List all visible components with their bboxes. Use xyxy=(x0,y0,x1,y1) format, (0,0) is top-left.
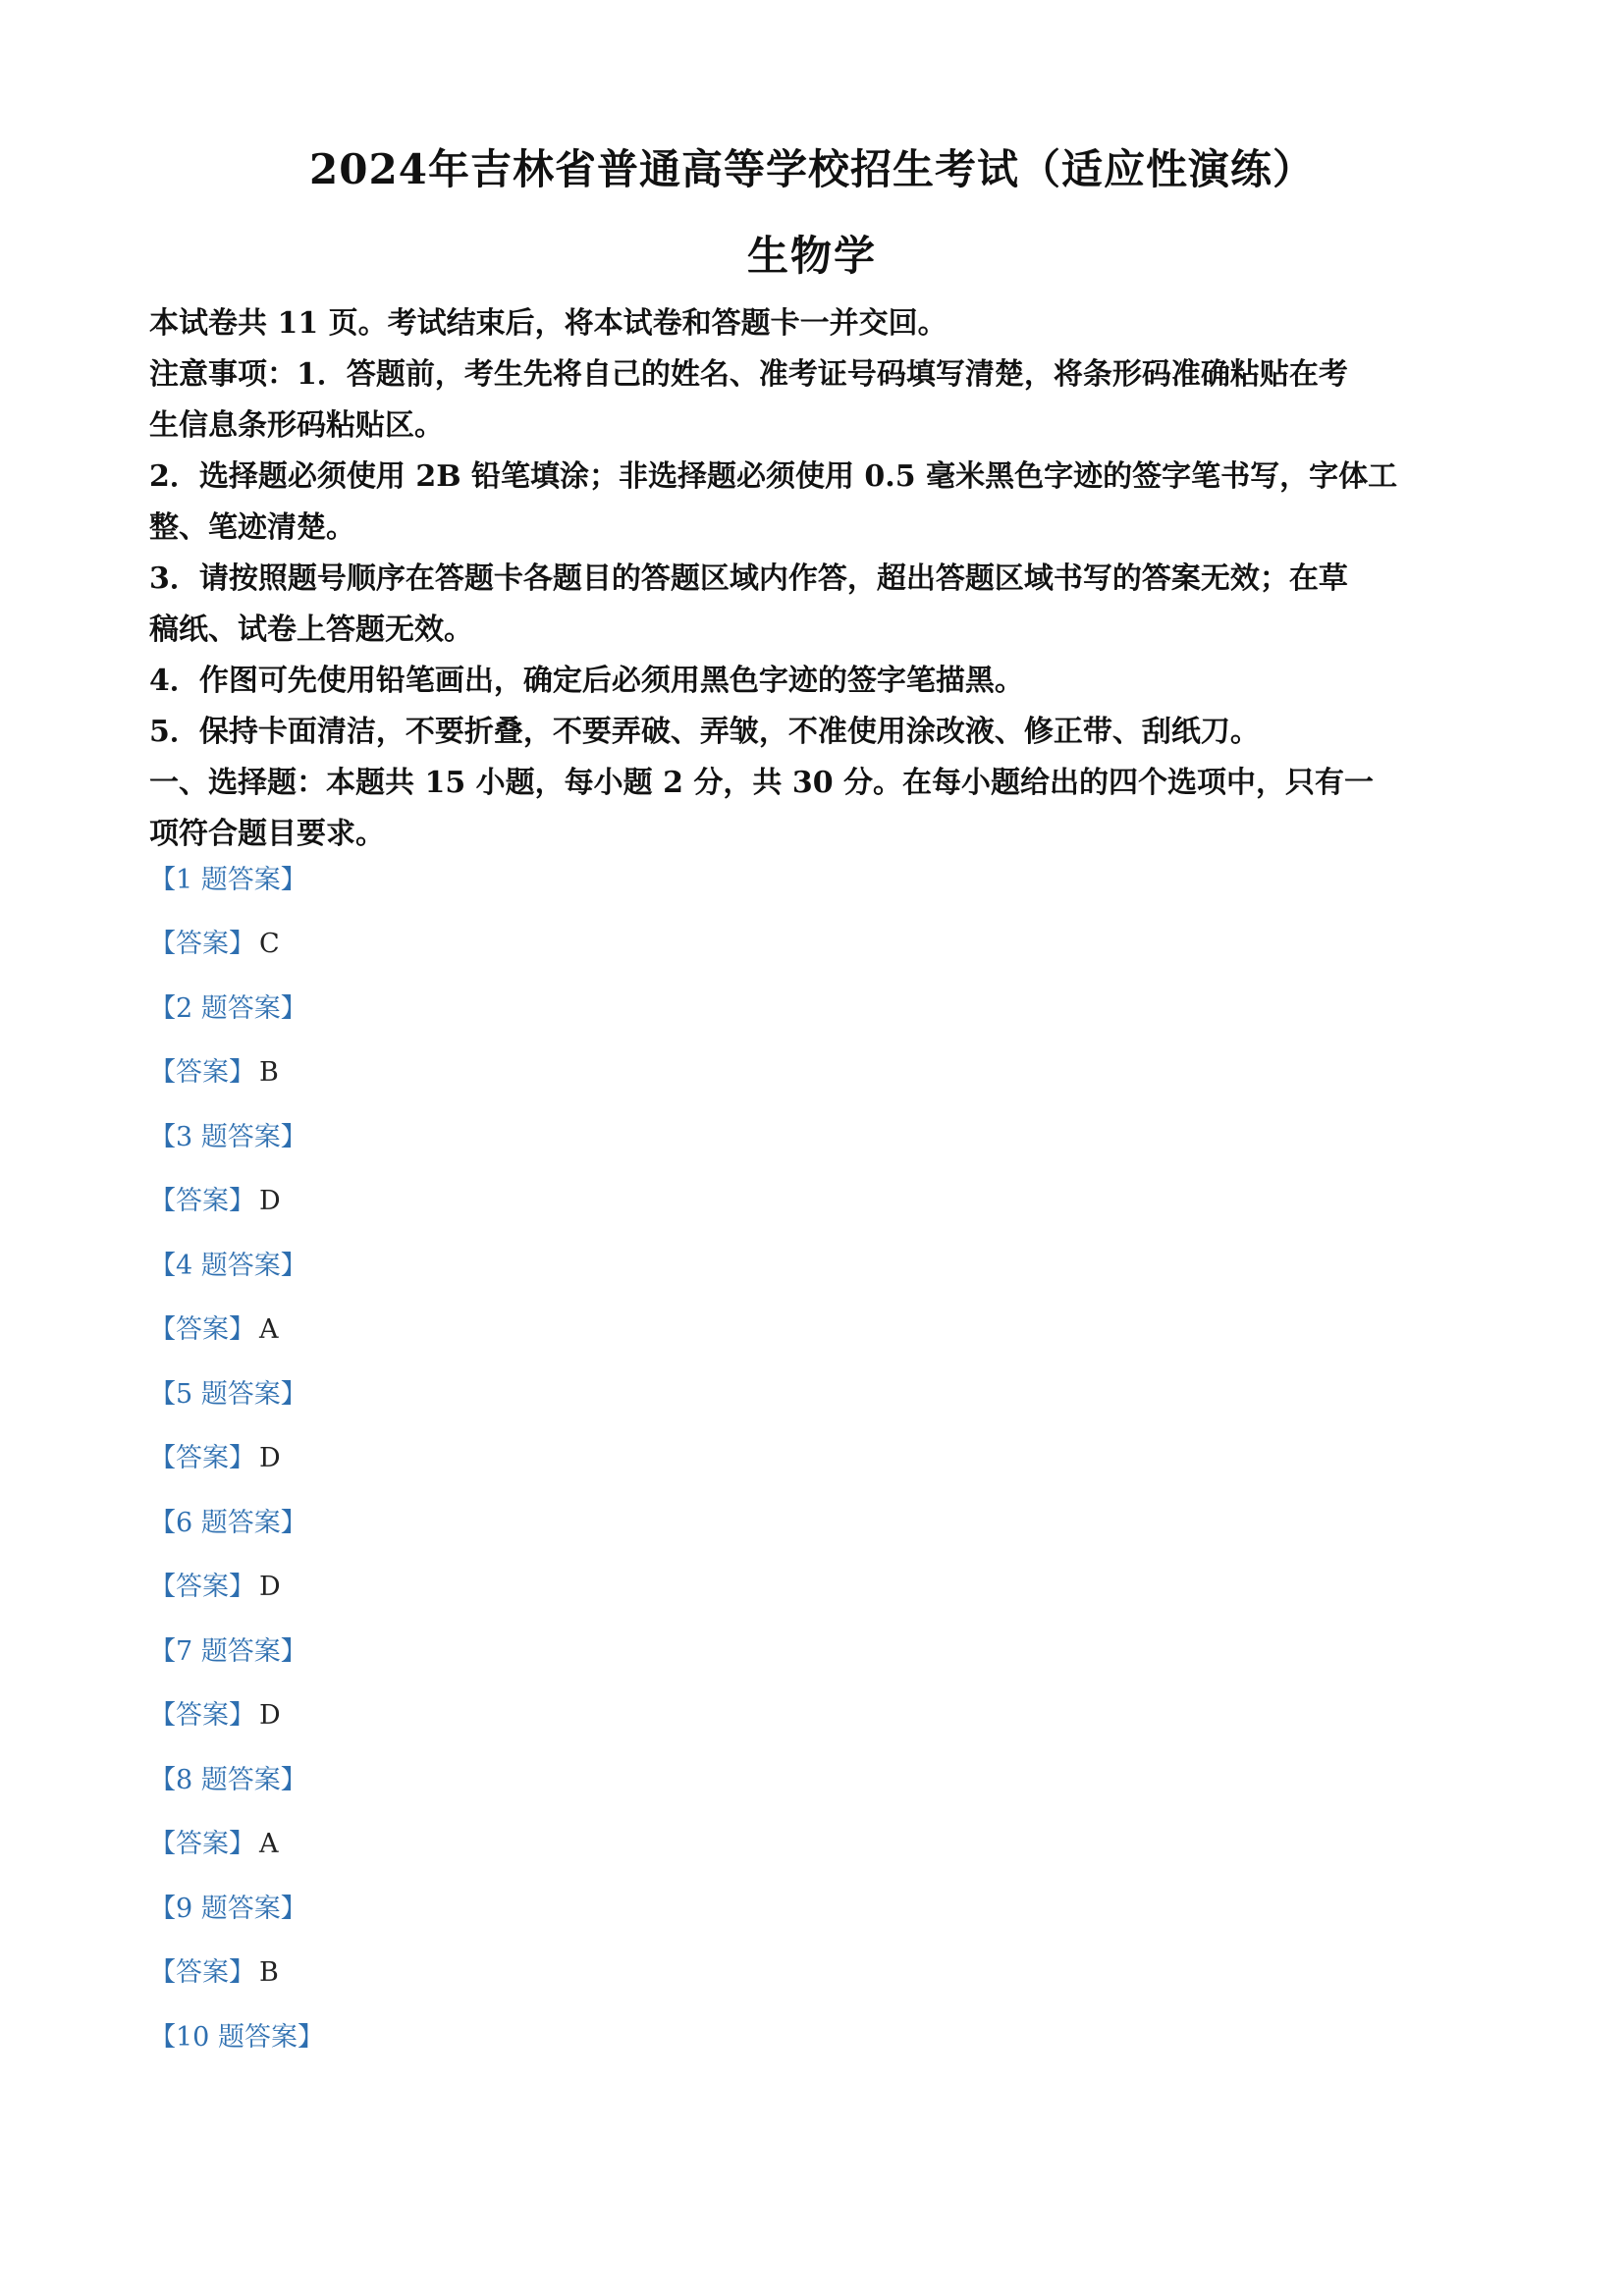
intro-line: 本试卷共 11 页。考试结束后，将本试卷和答题卡一并交回。 xyxy=(149,306,947,341)
answer-5-label: 【答案】 xyxy=(149,1443,255,1473)
note-3-line-b: 稿纸、试卷上答题无效。 xyxy=(149,613,473,647)
answer-1-label: 【答案】 xyxy=(149,929,255,959)
question-5-label: 【5 题答案】 xyxy=(149,1379,307,1410)
answer-2-value: B xyxy=(259,1057,279,1088)
question-3-label: 【3 题答案】 xyxy=(149,1122,307,1152)
note-2-line-a: 2．选择题必须使用 2B 铅笔填涂；非选择题必须使用 0.5 毫米黑色字迹的签字笔书写，字体工 xyxy=(149,459,1398,494)
answer-1-value: C xyxy=(259,929,280,959)
answer-8-value: A xyxy=(259,1829,279,1859)
note-1-line-a: 注意事项：1．答题前，考生先将自己的姓名、准考证号码填写清楚，将条形码准确粘贴在考 xyxy=(149,357,1348,392)
answer-2-label: 【答案】 xyxy=(149,1057,255,1088)
answer-6-label: 【答案】 xyxy=(149,1572,255,1602)
note-1-line-b: 生信息条形码粘贴区。 xyxy=(149,408,444,443)
question-4-label: 【4 题答案】 xyxy=(149,1251,307,1281)
answer-4-value: A xyxy=(259,1314,279,1345)
note-5-line: 5．保持卡面清洁，不要折叠，不要弄破、弄皱，不准使用涂改液、修正带、刮纸刀。 xyxy=(149,715,1260,749)
section-1-heading-b: 项符合题目要求。 xyxy=(149,817,385,851)
question-10-label: 【10 题答案】 xyxy=(149,2022,324,2053)
question-6-label: 【6 题答案】 xyxy=(149,1508,307,1538)
answer-3-value: D xyxy=(259,1186,281,1216)
answer-4-label: 【答案】 xyxy=(149,1314,255,1345)
note-2-line-b: 整、笔迹清楚。 xyxy=(149,510,355,545)
note-4-line: 4．作图可先使用铅笔画出，确定后必须用黑色字迹的签字笔描黑。 xyxy=(149,664,1024,698)
answer-8-label: 【答案】 xyxy=(149,1829,255,1859)
question-1-label: 【1 题答案】 xyxy=(149,865,307,895)
answer-9-value: B xyxy=(259,1957,279,1988)
note-3-line-a: 3．请按照题号顺序在答题卡各题目的答题区域内作答，超出答题区域书写的答案无效；在草 xyxy=(149,561,1348,596)
question-7-label: 【7 题答案】 xyxy=(149,1636,307,1667)
section-1-heading-a: 一、选择题：本题共 15 小题，每小题 2 分，共 30 分。在每小题给出的四个选项中，只有一 xyxy=(149,766,1375,800)
question-8-label: 【8 题答案】 xyxy=(149,1765,307,1795)
answer-7-value: D xyxy=(259,1700,281,1731)
answer-6-value: D xyxy=(259,1572,281,1602)
page-title: 2024年吉林省普通高等学校招生考试（适应性演练） xyxy=(309,145,1315,193)
question-10-header xyxy=(149,2021,324,2150)
answer-5-value: D xyxy=(259,1443,281,1473)
subject-title: 生物学 xyxy=(746,232,877,280)
question-2-label: 【2 题答案】 xyxy=(149,993,307,1024)
answer-3-label: 【答案】 xyxy=(149,1186,255,1216)
answer-9-label: 【答案】 xyxy=(149,1957,255,1988)
question-9-label: 【9 题答案】 xyxy=(149,1894,307,1924)
answer-7-label: 【答案】 xyxy=(149,1700,255,1731)
